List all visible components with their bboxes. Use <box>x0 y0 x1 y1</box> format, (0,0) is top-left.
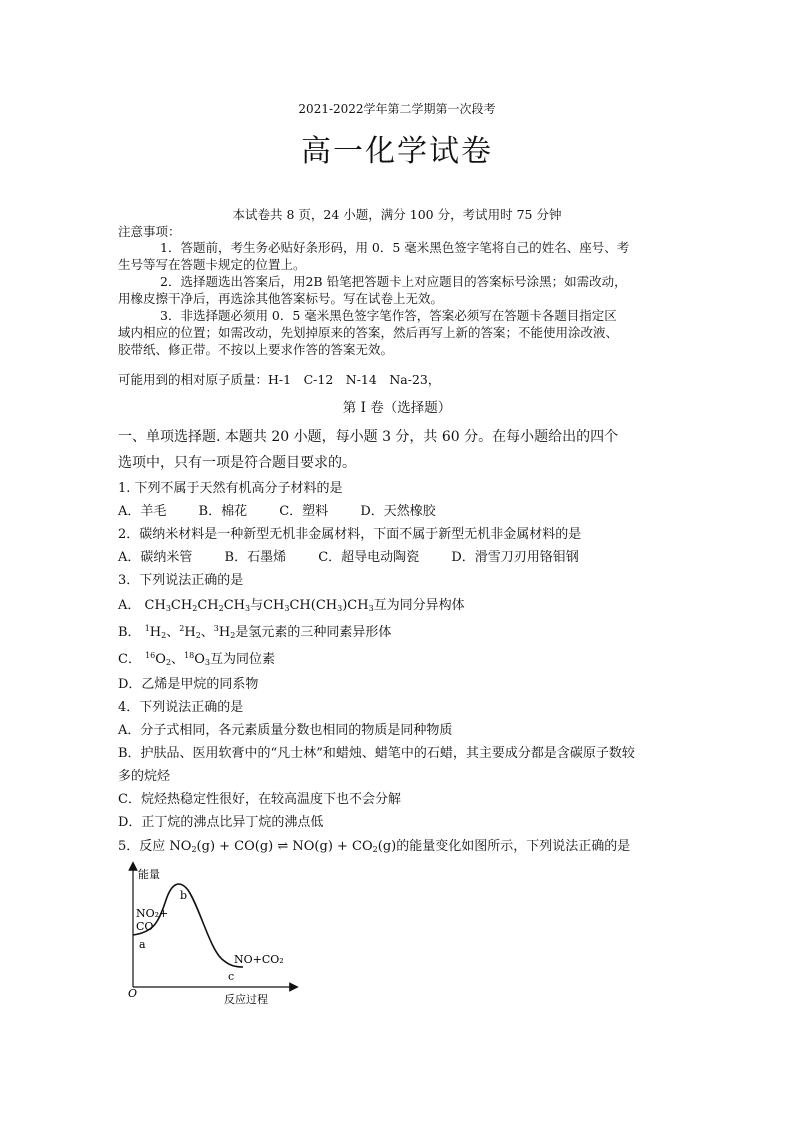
origin-label: O <box>128 987 138 1000</box>
reactant-label-line-1: NO₂+ <box>136 907 169 920</box>
notice-body <box>118 239 688 358</box>
page-title: 高一化学试卷 <box>301 134 493 169</box>
energy-diagram <box>118 860 308 1010</box>
q1-option-a: A．羊毛 <box>118 504 167 519</box>
notice-heading: 注意事项： <box>118 224 181 239</box>
q4-option-c: C．烷烃热稳定性很好，在较高温度下也不会分解 <box>118 792 401 807</box>
q3-option-b-formula: $^1H_2$、$^2H_2$、$^3H_2$ <box>144 624 236 640</box>
q1-option-d: D．天然橡胶 <box>360 504 436 519</box>
question-2-options <box>118 546 688 565</box>
question-3-stem: 3．下列说法正确的是 <box>118 573 244 588</box>
question-1-stem: 1. 下列不属于天然有机高分子材料的是 <box>118 481 343 496</box>
point-a-label: a <box>139 938 146 951</box>
q3-option-b: B． $^1H_2$、$^2H_2$、$^3H_2$是氢元素的三种同素异形体 <box>118 624 392 640</box>
q3-option-c: C． $^{16}O_2$、$^{18}O_3$互为同位素 <box>118 651 276 667</box>
question-4-stem: 4．下列说法正确的是 <box>118 700 244 715</box>
notice-item-3-line-1: 3．非选择题必须用 0．5 毫米黑色签字笔作答，答案必须写在答题卡各题目指定区 <box>160 308 617 323</box>
q3-option-d: D．乙烯是甲烷的同系物 <box>118 677 259 692</box>
product-label: NO+CO₂ <box>234 953 284 966</box>
question-1-options <box>118 500 688 519</box>
section-heading-line-2: 选项中，只有一项是符合题目要求的。 <box>118 455 356 471</box>
point-c-label: c <box>228 970 235 983</box>
point-b-label: b <box>180 889 188 902</box>
exam-stats: 本试卷共 8 页，24 小题，满分 100 分，考试用时 75 分钟 <box>232 207 562 222</box>
q2-option-d: D．滑雪刀刃用铬钼钢 <box>451 550 579 565</box>
q1-option-c: C．塑料 <box>279 504 329 519</box>
notice-item-3-line-3: 胶带纸、修正带。不按以上要求作答的答案无效。 <box>118 342 394 357</box>
q4-option-b-line-1: B．护肤品、医用软膏中的“凡士林”和蜡烛、蜡笔中的石蜡，其主要成分都是含碳原子数较 <box>118 746 635 761</box>
q2-option-b: B．石墨烯 <box>224 550 287 565</box>
q4-option-a: A．分子式相同，各元素质量分数也相同的物质是同种物质 <box>118 723 453 738</box>
q5-equation: $NO_2(g) + CO(g)$ ⇌ $NO(g) + CO_2(g)$ <box>169 839 397 854</box>
question-2-stem: 2．碳纳米材料是一种新型无机非金属材料，下面不属于新型无机非金属材料的是 <box>118 527 582 542</box>
question-5-stem: 5．反应 $NO_2(g) + CO(g)$ ⇌ $NO(g) + CO_2(g)$的能量变化如图所示，下列说法正确的是 <box>118 839 631 854</box>
q3-option-a-formula: $CH_3CH_2CH_2CH_3$与$CH_3CH(CH_3)CH_3$ <box>144 598 374 613</box>
notice-item-2-line-2: 用橡皮擦干净后，再选涂其他答案标号。写在试卷上无效。 <box>118 291 444 306</box>
atomic-masses: 可能用到的相对原子质量：H-1 C-12 N-14 Na-23， <box>118 372 441 387</box>
q2-option-c: C．超导电动陶瓷 <box>318 550 420 565</box>
part-title: 第 I 卷（选择题） <box>342 400 452 416</box>
reactant-label-line-2: CO <box>136 920 154 933</box>
section-heading <box>118 424 688 476</box>
q4-option-b-line-2: 多的烷烃 <box>118 769 171 784</box>
notice-item-1-line-2: 生号等写在答题卡规定的位置上。 <box>118 257 306 272</box>
q3-option-c-formula: $^{16}O_2$、$^{18}O_3$ <box>145 651 211 667</box>
q4-option-d: D．正丁烷的沸点比异丁烷的沸点低 <box>118 815 324 830</box>
notice-item-2-line-1: 2．选择题选出答案后，用2B 铅笔把答题卡上对应题目的答案标号涂黑；如需改动， <box>160 274 627 289</box>
exam-info: 2021-2022学年第二学期第一次段考 <box>298 102 496 116</box>
q3-option-a: A． $CH_3CH_2CH_2CH_3$与$CH_3CH(CH_3)CH_3$互为同分异构体 <box>118 598 465 613</box>
q1-option-b: B．棉花 <box>198 504 248 519</box>
notice-item-1-line-1: 1．答题前，考生务必贴好条形码，用 0．5 毫米黑色签字笔将自己的姓名、座号、考 <box>160 240 630 255</box>
y-axis-label: 能量 <box>138 868 160 881</box>
section-heading-line-1: 一、单项选择题. 本题共 20 小题，每小题 3 分，共 60 分。在每小题给出的四个 <box>118 429 619 445</box>
x-axis-label: 反应过程 <box>224 993 268 1006</box>
notice-item-3-line-2: 域内相应的位置；如需改动，先划掉原来的答案，然后再写上新的答案；不能使用涂改液、 <box>118 325 619 340</box>
q2-option-a: A．碳纳米管 <box>118 550 193 565</box>
